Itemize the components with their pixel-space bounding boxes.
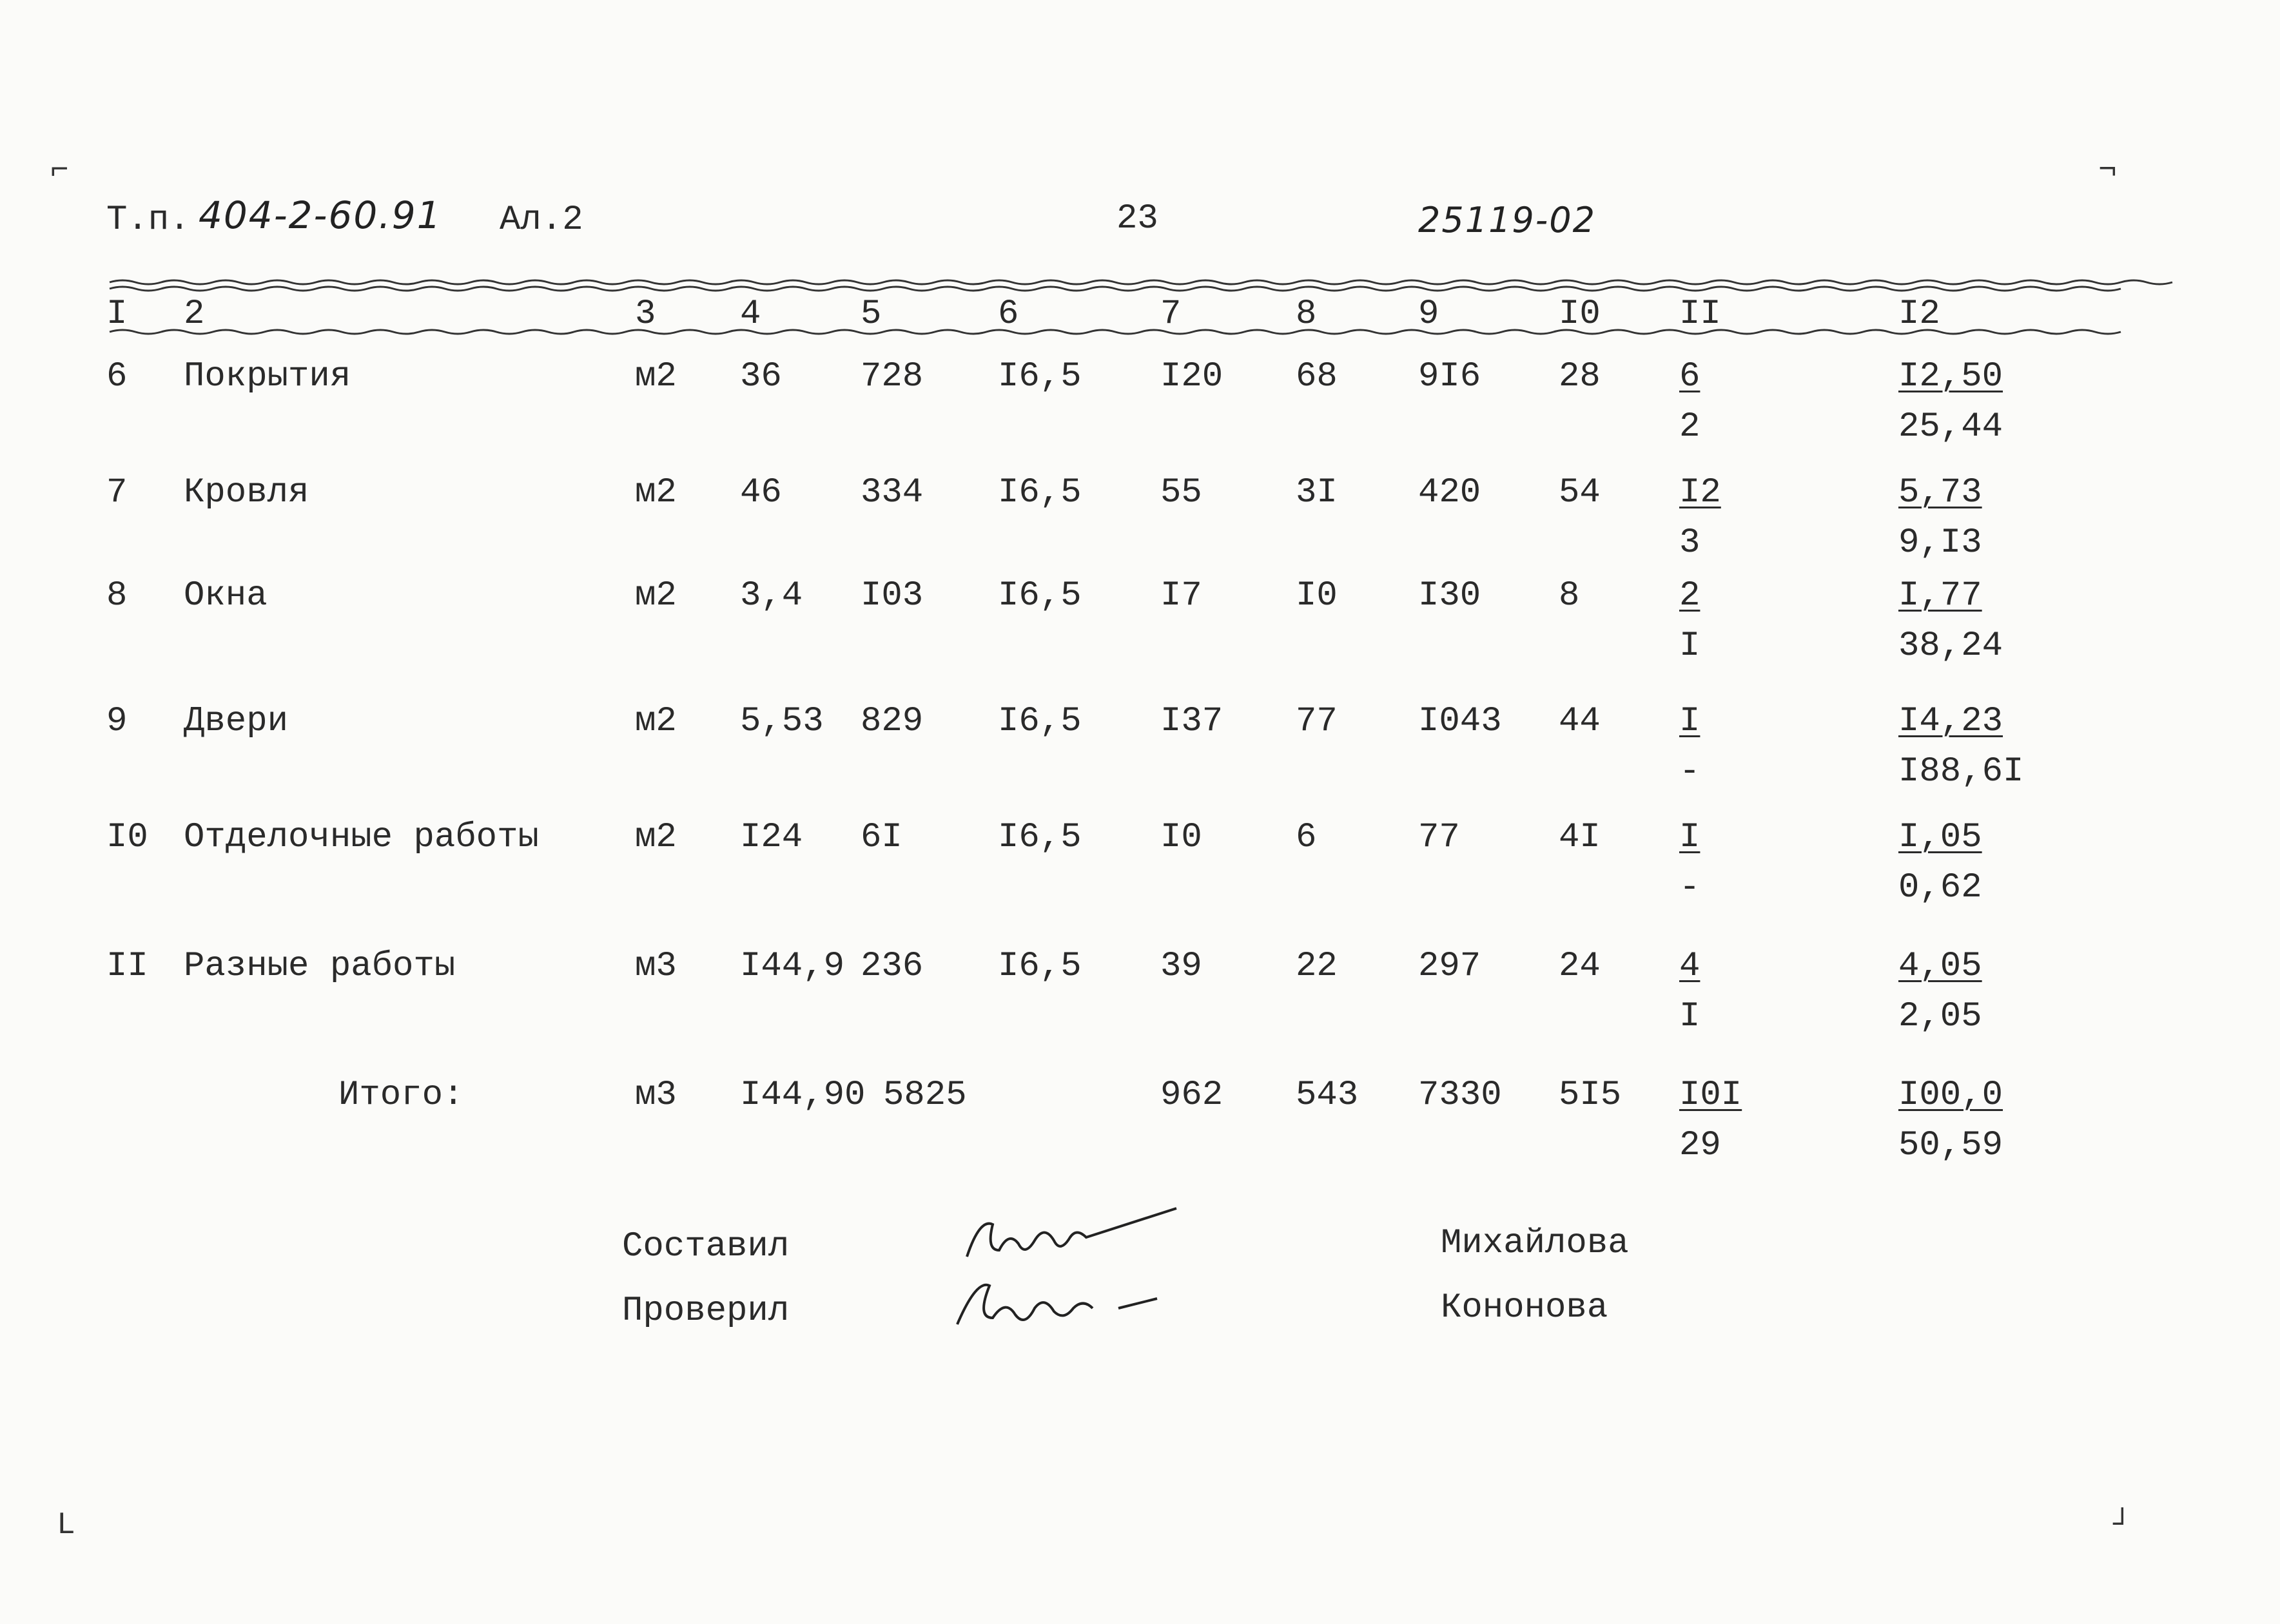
cell-col-8: 3I	[1296, 473, 1338, 512]
cell-col-8: 6	[1296, 818, 1317, 857]
cell-col-11-bottom: 2	[1679, 407, 1700, 447]
cell-col-6: I6,5	[998, 702, 1082, 741]
total-unit: м3	[635, 1076, 677, 1115]
corner-mark-bottom-left: L	[57, 1508, 75, 1543]
cell-col-11-top: I	[1679, 818, 1700, 857]
total-col-12-top: I00,0	[1898, 1076, 2003, 1115]
cell-col-4: 5,53	[740, 702, 824, 741]
cell-name: Покрытия	[184, 357, 351, 396]
cell-col-5: I03	[861, 576, 924, 615]
cell-col-6: I6,5	[998, 357, 1082, 396]
cell-col-7: I0	[1160, 818, 1202, 857]
cell-col-6: I6,5	[998, 947, 1082, 986]
col-header-10: I0	[1559, 295, 1601, 334]
cell-col-11-bottom: I	[1679, 626, 1700, 666]
total-col-8: 543	[1296, 1076, 1359, 1115]
cell-row-number: II	[106, 947, 148, 986]
cell-row-number: 6	[106, 357, 128, 396]
cell-col-12-top: I,77	[1898, 576, 1982, 615]
col-header-3: 3	[635, 295, 656, 334]
cell-unit: м2	[635, 357, 677, 396]
cell-col-11-bottom: -	[1679, 752, 1700, 791]
total-col-7: 962	[1160, 1076, 1223, 1115]
cell-col-12-bottom: 9,I3	[1898, 523, 1982, 563]
total-col-5: 5825	[883, 1076, 967, 1115]
cell-col-7: I7	[1160, 576, 1202, 615]
cell-unit: м2	[635, 473, 677, 512]
col-header-9: 9	[1418, 295, 1439, 334]
cell-col-12-bottom: 0,62	[1898, 868, 1982, 907]
corner-mark-top-left: ⌐	[50, 153, 69, 188]
cell-col-7: 39	[1160, 947, 1202, 986]
cell-col-10: 54	[1559, 473, 1601, 512]
cell-col-11-top: 6	[1679, 357, 1700, 396]
project-code: 404-2-60.91	[199, 193, 442, 237]
cell-name: Разные работы	[184, 947, 456, 986]
cell-col-5: 6I	[861, 818, 902, 857]
cell-unit: м2	[635, 576, 677, 615]
cell-col-8: I0	[1296, 576, 1338, 615]
cell-col-9: I30	[1418, 576, 1481, 615]
cell-row-number: I0	[106, 818, 148, 857]
cell-col-12-bottom: 25,44	[1898, 407, 2003, 447]
cell-col-9: 297	[1418, 947, 1481, 986]
cell-col-5: 728	[861, 357, 924, 396]
checked-name: Кононова	[1441, 1288, 1608, 1328]
header-rule-mid	[110, 287, 2121, 291]
compiled-label: Составил	[622, 1227, 790, 1266]
col-header-11: II	[1679, 295, 1721, 334]
cell-name: Окна	[184, 576, 268, 615]
cell-col-11-top: I2	[1679, 473, 1721, 512]
cell-col-8: 22	[1296, 947, 1338, 986]
cell-name: Отделочные работы	[184, 818, 539, 857]
cell-col-12-top: 5,73	[1898, 473, 1982, 512]
col-header-12: I2	[1898, 295, 1940, 334]
signature-checked-scribble	[957, 1285, 1157, 1324]
cell-col-6: I6,5	[998, 473, 1082, 512]
cell-col-10: 4I	[1559, 818, 1601, 857]
cell-col-9: 420	[1418, 473, 1481, 512]
signature-compiled-scribble	[967, 1208, 1176, 1257]
checked-label: Проверил	[622, 1291, 790, 1331]
header-rule-bottom	[110, 330, 2121, 334]
cell-col-10: 24	[1559, 947, 1601, 986]
cell-col-12-top: 4,05	[1898, 947, 1982, 986]
header-rule-top	[110, 280, 2172, 284]
cell-col-11-top: I	[1679, 702, 1700, 741]
cell-col-4: 36	[740, 357, 782, 396]
cell-col-9: 9I6	[1418, 357, 1481, 396]
cell-col-5: 334	[861, 473, 924, 512]
doc-prefix: Т.п.	[106, 200, 190, 240]
cell-col-12-top: I4,23	[1898, 702, 2003, 741]
total-col-9: 7330	[1418, 1076, 1502, 1115]
cell-name: Двери	[184, 702, 289, 741]
cell-name: Кровля	[184, 473, 309, 512]
cell-row-number: 9	[106, 702, 128, 741]
col-header-2: 2	[184, 295, 205, 334]
doc-code: 25119-02	[1418, 200, 1596, 240]
cell-col-8: 68	[1296, 357, 1338, 396]
cell-col-12-bottom: I88,6I	[1898, 752, 2024, 791]
cell-col-4: 46	[740, 473, 782, 512]
cell-col-5: 236	[861, 947, 924, 986]
cell-col-12-top: I2,50	[1898, 357, 2003, 396]
cell-col-7: 55	[1160, 473, 1202, 512]
cell-unit: м2	[635, 818, 677, 857]
cell-col-9: 77	[1418, 818, 1460, 857]
cell-row-number: 8	[106, 576, 128, 615]
cell-row-number: 7	[106, 473, 128, 512]
cell-col-10: 8	[1559, 576, 1580, 615]
cell-col-6: I6,5	[998, 576, 1082, 615]
cell-col-4: 3,4	[740, 576, 803, 615]
cell-col-7: I20	[1160, 357, 1223, 396]
total-col-10: 5I5	[1559, 1076, 1622, 1115]
total-col-11-top: I0I	[1679, 1076, 1742, 1115]
total-col-11-bottom: 29	[1679, 1126, 1721, 1165]
cell-col-7: I37	[1160, 702, 1223, 741]
cell-col-12-top: I,05	[1898, 818, 1982, 857]
compiled-name: Михайлова	[1441, 1224, 1629, 1263]
col-header-7: 7	[1160, 295, 1182, 334]
cell-col-10: 44	[1559, 702, 1601, 741]
cell-col-11-bottom: -	[1679, 868, 1700, 907]
cell-col-11-bottom: 3	[1679, 523, 1700, 563]
cell-unit: м2	[635, 702, 677, 741]
cell-unit: м3	[635, 947, 677, 986]
album-label: Ал.2	[500, 200, 583, 240]
cell-col-9: I043	[1418, 702, 1502, 741]
page-number: 23	[1116, 199, 1158, 238]
cell-col-4: I44,9	[740, 947, 845, 986]
total-label: Итого:	[338, 1076, 464, 1115]
col-header-1: I	[106, 295, 128, 334]
cell-col-5: 829	[861, 702, 924, 741]
cell-col-8: 77	[1296, 702, 1338, 741]
col-header-6: 6	[998, 295, 1019, 334]
corner-mark-top-right: ¬	[2098, 153, 2117, 188]
corner-mark-bottom-right: ┘	[2113, 1508, 2132, 1543]
cell-col-12-bottom: 2,05	[1898, 997, 1982, 1036]
col-header-4: 4	[740, 295, 761, 334]
total-col-12-bottom: 50,59	[1898, 1126, 2003, 1165]
cell-col-11-top: 2	[1679, 576, 1700, 615]
cell-col-10: 28	[1559, 357, 1601, 396]
cell-col-12-bottom: 38,24	[1898, 626, 2003, 666]
col-header-5: 5	[861, 295, 882, 334]
cell-col-11-top: 4	[1679, 947, 1700, 986]
cell-col-6: I6,5	[998, 818, 1082, 857]
cell-col-11-bottom: I	[1679, 997, 1700, 1036]
cell-col-4: I24	[740, 818, 803, 857]
col-header-8: 8	[1296, 295, 1317, 334]
total-col-4: I44,90	[740, 1076, 866, 1115]
